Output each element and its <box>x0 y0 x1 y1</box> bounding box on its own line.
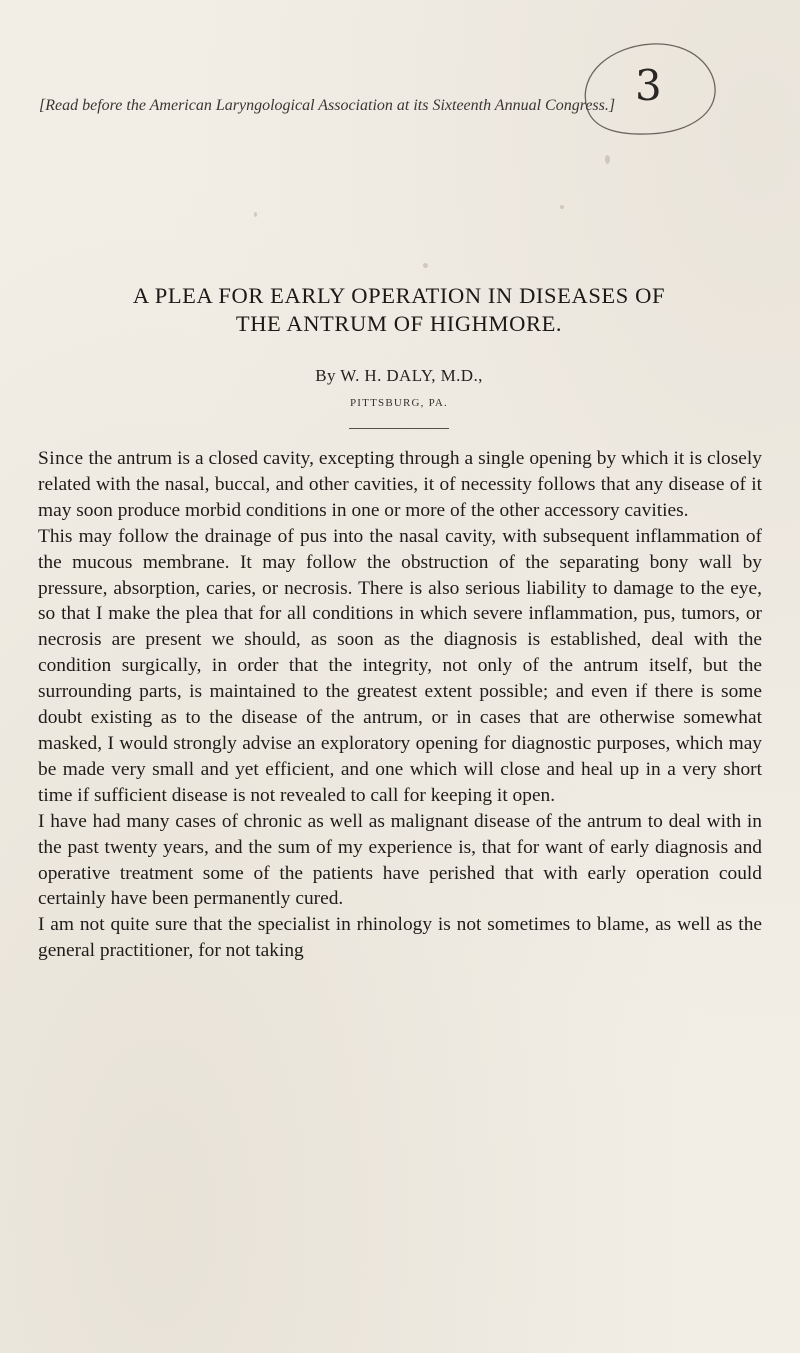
paper-speck <box>605 155 610 164</box>
article-body <box>38 446 762 964</box>
title-divider <box>349 428 449 429</box>
author-byline: By W. H. DALY, M.D., <box>315 366 483 385</box>
paragraph-text: the antrum is a closed cavity, excepting through a single opening by which it is closely related with the nasal, buccal, and other cavities, it of necessity follows that any disease of it may soon produce morbid conditions in one or more of the other accessory cavities. <box>38 448 762 521</box>
author-location: PITTSBURG, PA. <box>349 397 448 409</box>
paper-speck <box>254 212 257 217</box>
paragraph-1 <box>38 446 762 524</box>
paragraph-3 <box>38 809 762 913</box>
paragraph-2 <box>38 524 762 809</box>
article-title <box>36 282 762 338</box>
title-line-1: A PLEA FOR EARLY OPERATION IN DISEASES OF <box>132 283 666 308</box>
paragraph-text: This may follow the drainage of pus into the nasal cavity, with subsequent inflammation of the mucous membrane. It may follow the obstruction of the separating bony wall by pressure, absorption, caries, or necrosis. There is also serious liability to damage to the eye, so that I make the plea that for all conditions in which severe inflammation, pus, tumors, or necrosis are present we should, as soon as the diagnosis is established, deal with the condition surgically, in order that the integrity, not only of the antrum itself, but the surrounding parts, is maintained to the greatest extent possible; and even if there is some doubt existing as to the disease of the antrum, or in cases that are otherwise somewhat masked, I would strongly advise an exploratory opening for diagnostic purposes, which may be made very small and yet efficient, and one which will close and heal up in a very short time if sufficient disease is not revealed to call for keeping it open. <box>38 525 762 806</box>
page-number-text: 3 <box>635 61 662 110</box>
title-line-2: THE ANTRUM OF HIGHMORE. <box>235 311 563 336</box>
handwritten-page-number <box>567 38 727 138</box>
paragraph-text: I am not quite sure that the specialist in rhinology is not sometimes to blame, as well as the general practitioner, for not taking <box>38 914 762 962</box>
paper-speck <box>560 205 564 209</box>
paragraph-4 <box>38 912 762 964</box>
paper-speck <box>423 263 428 268</box>
paragraph-text: I have had many cases of chronic as well as malignant disease of the antrum to deal with in the past twenty years, and the sum of my experience is, that for want of early diagnosis and operative treatment some of the patients have perished that with early operation could certainly have been permanently cured. <box>38 810 762 910</box>
paragraph-lead: Since <box>38 448 84 469</box>
reading-note: [Read before the American Laryngological Association at its Sixteenth Annual Congress.] <box>39 97 616 114</box>
